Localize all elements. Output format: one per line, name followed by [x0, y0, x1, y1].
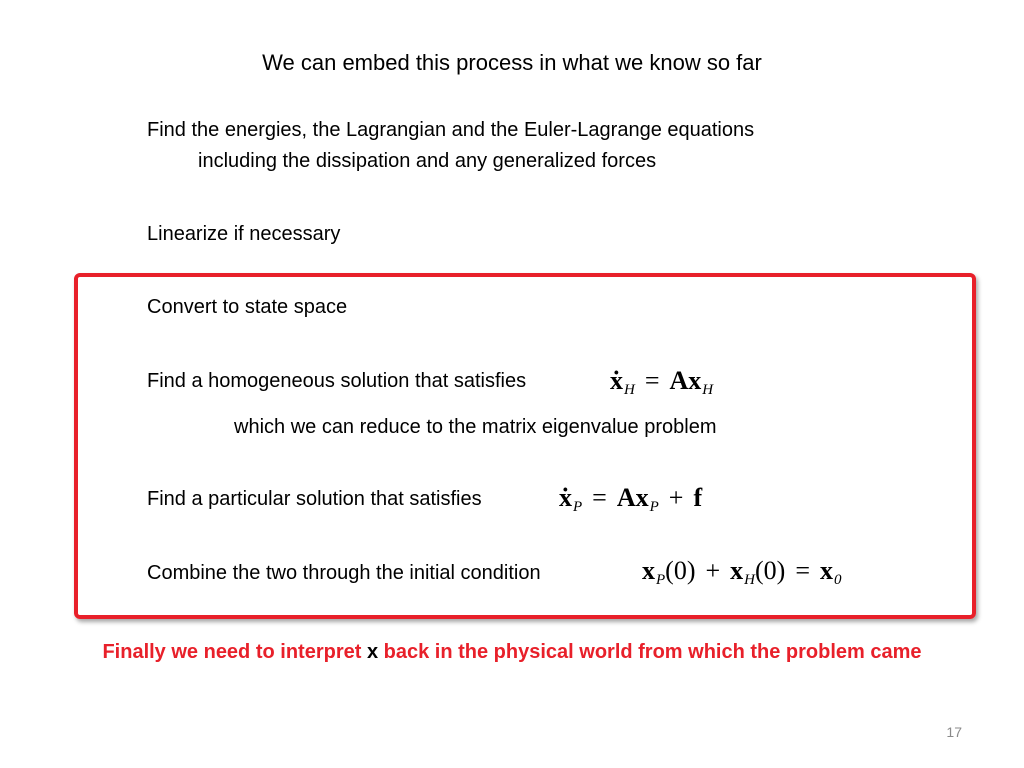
- eq-x0: x: [820, 556, 834, 585]
- eq-sub: P: [649, 499, 659, 515]
- eq-equals: =: [644, 366, 660, 395]
- step-convert: Convert to state space: [147, 296, 348, 318]
- eq-equals: =: [795, 556, 811, 585]
- eq-sub: H: [624, 382, 635, 398]
- step-energies-line1: Find the energies, the Lagrangian and the Euler-Lagrange equations: [147, 119, 755, 141]
- initial-condition-equation: [642, 556, 842, 589]
- final-note-part2: back in the physical world from which the problem came: [378, 641, 922, 663]
- eq-sub: P: [573, 499, 583, 515]
- eq-xdot: ẋ: [559, 483, 572, 512]
- eq-x: x: [730, 556, 744, 585]
- eq-sub: H: [744, 572, 756, 588]
- eq-ax: Ax: [669, 366, 702, 395]
- eq-sub: P: [656, 572, 666, 588]
- page-number: 17: [946, 724, 962, 740]
- eq-x: x: [642, 556, 655, 585]
- final-note-var: x: [366, 641, 379, 663]
- eq-force: f: [693, 483, 703, 512]
- eq-sub: 0: [834, 572, 842, 588]
- eq-xdot: ẋ: [610, 366, 623, 395]
- step-combine: Combine the two through the initial condition: [147, 562, 541, 584]
- eigen-note: which we can reduce to the matrix eigenvalue problem: [234, 416, 717, 438]
- step-energies-line2: including the dissipation and any generalized forces: [198, 150, 657, 172]
- step-particular: Find a particular solution that satisfies: [147, 488, 482, 510]
- final-note: [0, 641, 1024, 664]
- step-homogeneous: Find a homogeneous solution that satisfies: [147, 370, 527, 392]
- slide-title: We can embed this process in what we know so far: [262, 50, 762, 75]
- eq-arg: (0): [755, 556, 786, 585]
- eq-equals: =: [592, 483, 607, 512]
- particular-equation: [559, 483, 702, 516]
- step-linearize: Linearize if necessary: [147, 223, 341, 245]
- eq-sub: H: [702, 382, 714, 398]
- eq-arg: (0): [665, 556, 696, 585]
- homogeneous-equation: [610, 366, 713, 399]
- eq-plus: +: [668, 483, 684, 512]
- final-note-part1: Finally we need to interpret: [102, 641, 367, 663]
- eq-plus: +: [705, 556, 721, 585]
- eq-ax: Ax: [616, 483, 649, 512]
